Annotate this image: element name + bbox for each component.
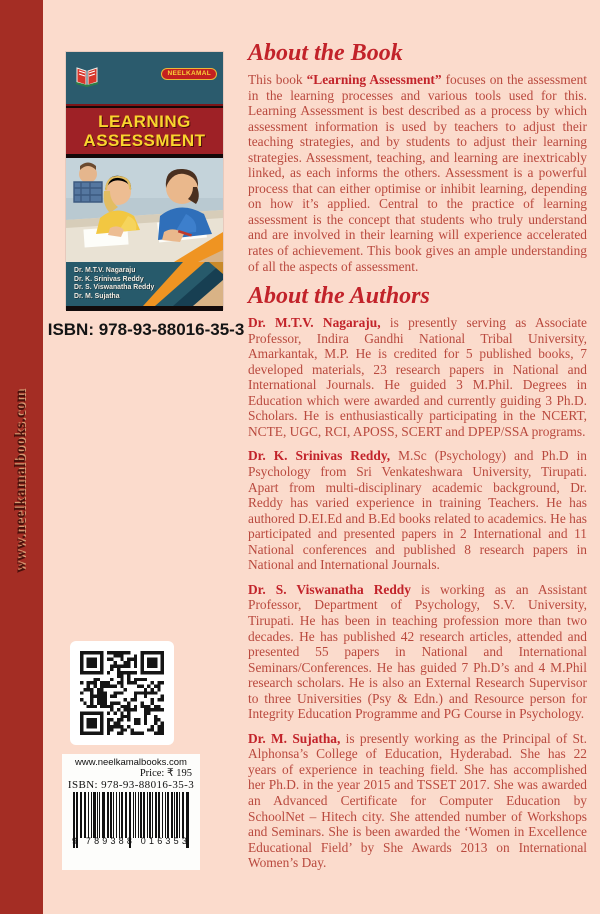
spine-strip <box>0 0 43 914</box>
cover-title-line2: ASSESSMENT <box>83 131 206 150</box>
spine-website-text: www.neelkamalbooks.com <box>12 389 29 573</box>
cover-author-1: Dr. M.T.V. Nagaraju <box>74 267 136 274</box>
cover-authors-band <box>66 262 223 306</box>
cover-author-3: Dr. S. Viswanatha Reddy <box>74 284 155 292</box>
cover-author-4: Dr. M. Sujatha <box>74 292 120 300</box>
cover-author-2: Dr. K. Srinivas Reddy <box>74 275 144 283</box>
front-cover-thumbnail <box>66 52 223 309</box>
isbn-caption: ISBN: 978-93-88016-35-3 <box>47 320 245 339</box>
back-cover-text-column <box>248 40 587 880</box>
neelkamal-badge: NEELKAMAL <box>161 68 217 80</box>
author-name-4: Dr. M. Sujatha, <box>248 730 341 746</box>
author-bio-1: Dr. M.T.V. Nagaraju, is presently serving as Associate Professor, Indira Gandhi National Tribal University, Amarkantak, M.P. He is credited for 5 published books, 7 developed materials, 23 research papers in National and International Journals. He guided 3 M.Phil. Degrees in Education which were awarded and currently guiding 3 Ph.D. Scholars. He is enthusiastically participating in the NCERT, NCTE, UGC, RCI, APOSS, SCERT and DPEP/SSA programs. <box>248 315 587 439</box>
barcode-isbn: ISBN: 978-93-88016-35-3 <box>67 779 195 791</box>
author-name-3: Dr. S. Viswanatha Reddy <box>248 581 411 597</box>
qr-code <box>70 641 174 745</box>
barcode-block <box>62 754 200 870</box>
author-name-2: Dr. K. Srinivas Reddy, <box>248 448 391 464</box>
author-bio-4: Dr. M. Sujatha, is presently working as the Principal of St. Alphonsa’s College of Education, Hyderabad. She has 22 years of experience in teaching field. She has accomplished her Ph.D. in the year 2015 and TSSET 2017. She was awarded an Advanced Certificate for Computer Education by SchoolNet – Hitech city. She attended number of Workshops and Seminars. She is been awarded the ‘Women in Excellence Educational Field’ by She Awards 2013 on International Women’s Day. <box>248 730 587 871</box>
author-bio-3: Dr. S. Viswanatha Reddy is working as an Assistant Professor, Department of Psychology, S.V. University, Tirupati. He has been in teaching profession more than two decades. He has published 42 research articles, attended and presented 55 papers in National and International Seminars/Conferences. He has guided 7 Ph.D’s and 4 M.Phil research scholars. He is also an External Research Supervisor to three Universities (Psy & Edn.) and Resource person for Integrity Education Programme and PG Course in Psychology. <box>248 581 587 722</box>
about-authors-heading: About the Authors <box>248 283 430 310</box>
barcode-website: www.neelkamalbooks.com <box>75 757 187 768</box>
about-book-paragraph: This book “Learning Assessment” focuses on the assessment in the learning processes and various tools used for this. Learning Assessment is best described as a process by which assessment information is used by teachers to adjust their teaching strategies, and by students to adjust their learning strategies. Assessment, teaching, and learning are inextricably linked, as each informs the others. Assessment is a powerful process that can either optimise or inhibit learning, depending on how it’s applied. Central to the practice of learning assessment is the concept that students who truly understand and are involved in their learning will experience accelerated rates of achievement. This book gives an ample understanding of all the aspects of assessment. <box>248 72 587 274</box>
cover-title-band <box>66 106 223 158</box>
cover-header-band <box>66 52 223 106</box>
classroom-photo <box>66 158 223 262</box>
cover-title-line1: LEARNING <box>98 112 191 131</box>
open-book-logo-icon <box>75 65 99 87</box>
barcode-price: Price: ₹ 195 <box>139 768 192 779</box>
author-bio-2: Dr. K. Srinivas Reddy, M.Sc (Psychology) and Ph.D in Psychology from Sri Venkateshwara University, Tirupati. Apart from multi-disciplinary academic background, Dr. Reddy has varied experience in training Teachers. He has authored D.EI.Ed and B.Ed books related to academics. He has participated and presented papers in 2 International and 11 National conferences and published 8 research papers in National and International Journals. <box>248 448 587 573</box>
cover-bottom-bar <box>66 306 223 311</box>
book-title-inline: “Learning Assessment” <box>306 72 442 87</box>
about-book-heading: About the Book <box>248 40 403 66</box>
barcode-digits: 9 789388 016353 <box>71 836 191 846</box>
author-name-1: Dr. M.T.V. Nagaraju, <box>248 315 381 331</box>
